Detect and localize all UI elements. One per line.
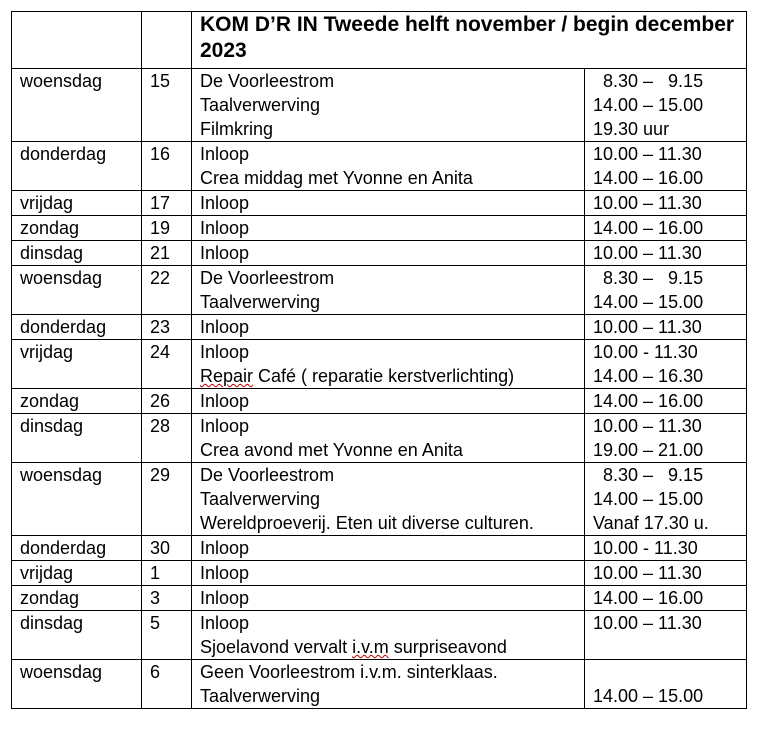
time-line: 10.00 – 11.30 (593, 613, 702, 633)
day-cell: zondag (12, 586, 142, 611)
time-line: 14.00 – 16.00 (593, 218, 704, 238)
date-cell: 17 (142, 191, 192, 216)
day-cell: woensdag (12, 463, 142, 536)
activity-line: Geen Voorleestrom i.v.m. sinterklaas. (200, 662, 498, 682)
activity-line: Inloop (200, 613, 250, 633)
time-line: 14.00 – 15.00 (593, 95, 704, 115)
activity-line: Crea middag met Yvonne en Anita (200, 168, 473, 188)
time-line: Vanaf 17.30 u. (593, 513, 709, 533)
day-cell: donderdag (12, 315, 142, 340)
activity-line: Inloop (200, 588, 250, 608)
day-cell: vrijdag (12, 340, 142, 389)
activity-line: Inloop (200, 391, 250, 411)
time-cell (585, 340, 747, 389)
date-cell: 30 (142, 536, 192, 561)
schedule-row (12, 69, 747, 142)
activity-line: Inloop (200, 538, 250, 558)
activity-line: Inloop (200, 342, 250, 362)
date-cell: 24 (142, 340, 192, 389)
header-row (12, 12, 747, 69)
day-cell: woensdag (12, 69, 142, 142)
time-line: 10.00 – 11.30 (593, 243, 702, 263)
time-line: 10.00 - 11.30 (593, 342, 698, 362)
schedule-row (12, 241, 747, 266)
time-line: 10.00 - 11.30 (593, 538, 698, 558)
activity-line: De Voorleestrom (200, 71, 335, 91)
activity-text-part: Sjoelavond vervalt (200, 637, 353, 657)
time-cell (585, 389, 747, 414)
time-cell (585, 69, 747, 142)
time-line: 10.00 – 11.30 (593, 193, 702, 213)
schedule-row (12, 216, 747, 241)
schedule-row (12, 191, 747, 216)
time-line: 10.00 – 11.30 (593, 416, 702, 436)
time-line: 10.00 – 11.30 (593, 144, 702, 164)
activity-line: Taalverwerving (200, 686, 321, 706)
activity-line: Inloop (200, 563, 250, 583)
schedule-row (12, 142, 747, 191)
time-line: 14.00 – 16.00 (593, 588, 704, 608)
day-cell: zondag (12, 389, 142, 414)
date-cell: 29 (142, 463, 192, 536)
date-cell: 16 (142, 142, 192, 191)
schedule-row (12, 340, 747, 389)
activity-cell (192, 660, 585, 709)
activity-text-part: Café ( reparatie kerstverlichting) (253, 366, 515, 386)
activity-line (200, 364, 584, 388)
day-cell: woensdag (12, 266, 142, 315)
schedule-row (12, 266, 747, 315)
activity-cell (192, 266, 585, 315)
activity-line: Taalverwerving (200, 489, 321, 509)
time-cell (585, 463, 747, 536)
activity-line: Filmkring (200, 119, 274, 139)
time-line: 14.00 – 15.00 (593, 686, 704, 706)
schedule-page (11, 11, 747, 709)
activity-text-part: i.v.m (352, 637, 389, 657)
activity-line: Inloop (200, 416, 250, 436)
time-cell (585, 660, 747, 709)
time-line: 19.00 – 21.00 (593, 440, 704, 460)
date-cell: 6 (142, 660, 192, 709)
time-line: 8.30 – 9.15 (593, 465, 704, 485)
date-cell: 1 (142, 561, 192, 586)
day-cell: woensdag (12, 660, 142, 709)
activity-line: Inloop (200, 317, 250, 337)
date-cell: 19 (142, 216, 192, 241)
schedule-row (12, 414, 747, 463)
header-date-cell (142, 12, 192, 69)
activity-text-part: Repair (200, 366, 254, 386)
time-line: 14.00 – 16.00 (593, 391, 704, 411)
time-cell (585, 315, 747, 340)
activity-line: Taalverwerving (200, 292, 321, 312)
schedule-row (12, 586, 747, 611)
time-line: 14.00 – 15.00 (593, 292, 704, 312)
activity-line: Inloop (200, 144, 250, 164)
activity-cell (192, 340, 585, 389)
activity-line: Crea avond met Yvonne en Anita (200, 440, 463, 460)
day-cell: zondag (12, 216, 142, 241)
activity-cell (192, 389, 585, 414)
schedule-row (12, 463, 747, 536)
time-line (593, 635, 746, 659)
activity-cell (192, 414, 585, 463)
schedule-row (12, 660, 747, 709)
activity-line: Inloop (200, 193, 250, 213)
schedule-title: KOM D’R IN Tweede helft november / begin december 2023 (192, 12, 747, 69)
date-cell: 22 (142, 266, 192, 315)
activity-cell (192, 69, 585, 142)
activity-line: Inloop (200, 218, 250, 238)
activity-line: De Voorleestrom (200, 268, 335, 288)
day-cell: dinsdag (12, 414, 142, 463)
time-line: 10.00 – 11.30 (593, 317, 702, 337)
time-line: 14.00 – 16.00 (593, 168, 704, 188)
time-cell (585, 414, 747, 463)
schedule-row (12, 389, 747, 414)
time-cell (585, 216, 747, 241)
date-cell: 28 (142, 414, 192, 463)
time-cell (585, 241, 747, 266)
date-cell: 15 (142, 69, 192, 142)
activity-cell (192, 561, 585, 586)
day-cell: vrijdag (12, 191, 142, 216)
time-line: 8.30 – 9.15 (593, 268, 704, 288)
date-cell: 5 (142, 611, 192, 660)
time-line: 19.30 uur (593, 119, 670, 139)
date-cell: 23 (142, 315, 192, 340)
activity-line: Taalverwerving (200, 95, 321, 115)
day-cell: dinsdag (12, 611, 142, 660)
activity-cell (192, 463, 585, 536)
day-cell: dinsdag (12, 241, 142, 266)
activity-line (200, 635, 584, 659)
time-cell (585, 536, 747, 561)
day-cell: donderdag (12, 536, 142, 561)
time-cell (585, 561, 747, 586)
schedule-row (12, 536, 747, 561)
time-line: 14.00 – 16.30 (593, 366, 704, 386)
day-cell: vrijdag (12, 561, 142, 586)
day-cell: donderdag (12, 142, 142, 191)
schedule-table (11, 11, 747, 709)
activity-line: De Voorleestrom (200, 465, 335, 485)
time-line: 14.00 – 15.00 (593, 489, 704, 509)
header-day-cell (12, 12, 142, 69)
time-cell (585, 266, 747, 315)
activity-cell (192, 216, 585, 241)
date-cell: 3 (142, 586, 192, 611)
time-cell (585, 611, 747, 660)
time-line (593, 660, 746, 684)
activity-cell (192, 191, 585, 216)
schedule-row (12, 561, 747, 586)
activity-cell (192, 611, 585, 660)
activity-cell (192, 536, 585, 561)
time-cell (585, 142, 747, 191)
date-cell: 26 (142, 389, 192, 414)
time-cell (585, 191, 747, 216)
schedule-row (12, 611, 747, 660)
activity-line: Inloop (200, 243, 250, 263)
time-cell (585, 586, 747, 611)
activity-cell (192, 241, 585, 266)
time-line: 8.30 – 9.15 (593, 71, 704, 91)
time-line: 10.00 – 11.30 (593, 563, 702, 583)
activity-text-part: surpriseavond (388, 637, 507, 657)
activity-cell (192, 142, 585, 191)
schedule-row (12, 315, 747, 340)
activity-line: Wereldproeverij. Eten uit diverse culturen. (200, 513, 534, 533)
date-cell: 21 (142, 241, 192, 266)
activity-cell (192, 586, 585, 611)
activity-cell (192, 315, 585, 340)
